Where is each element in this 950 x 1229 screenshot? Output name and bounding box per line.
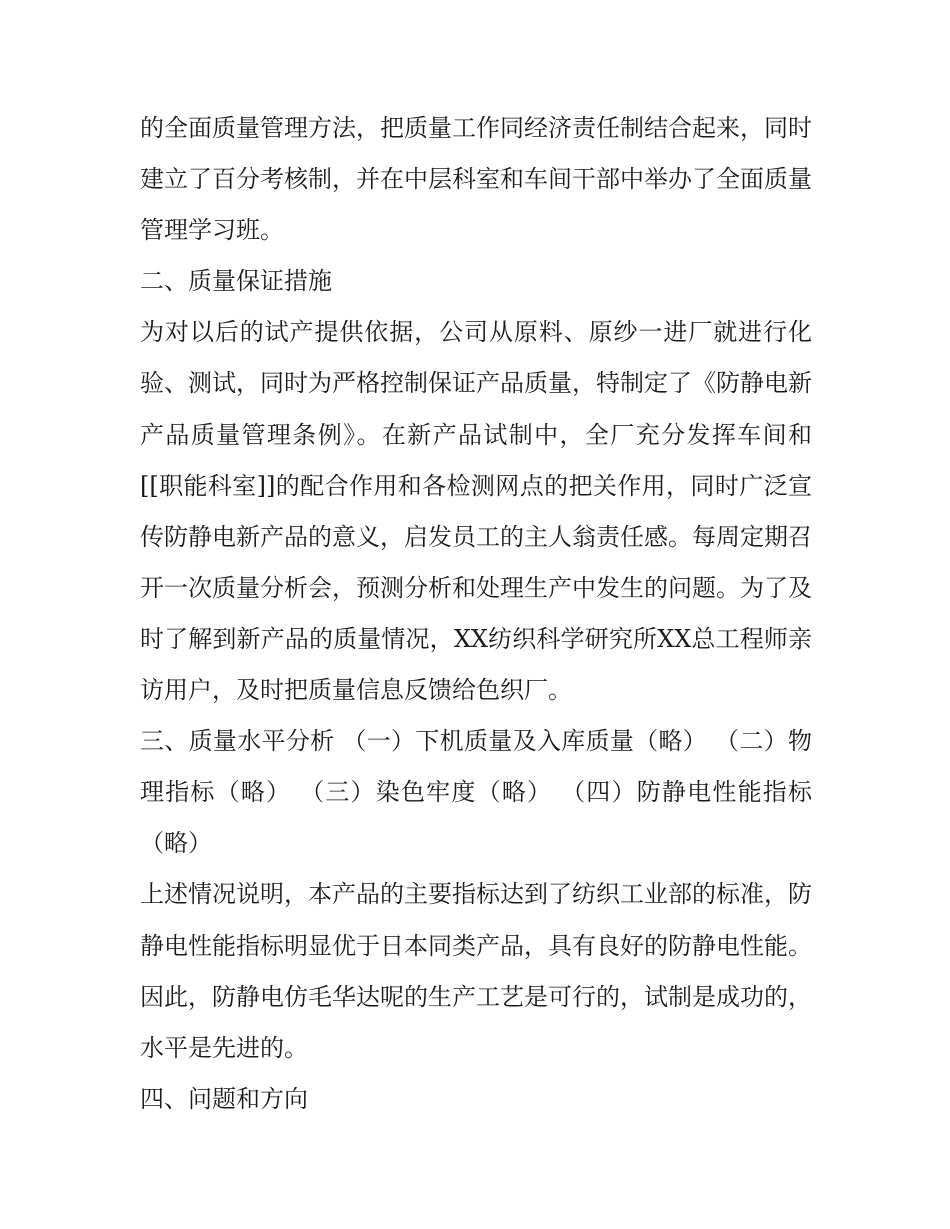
paragraph-quality-level-analysis: 三、质量水平分析 （一）下机质量及入库质量（略） （二）物理指标（略） （三）染色牢度（略） （四）防静电性能指标（略）	[140, 727, 812, 858]
paragraph-conclusion: 上述情况说明，本产品的主要指标达到了纺织工业部的标准，防静电性能指标明显优于日本同类产品，具有良好的防静电性能。因此，防静电仿毛华达呢的生产工艺是可行的，试制是成功的，水平是先进的。	[140, 880, 812, 1062]
heading-problems-direction: 四、问题和方向	[140, 1084, 308, 1113]
document-body	[140, 103, 812, 1125]
heading-quality-assurance: 二、质量保证措施	[140, 267, 332, 296]
paragraph-quality-measures: 为对以后的试产提供依据，公司从原料、原纱一进厂就进行化验、测试，同时为严格控制保证产品质量，特制定了《防静电新产品质量管理条例》。在新产品试制中，全厂充分发挥车间和[[职能科室]]的配合作用和各检测网点的把关作用，同时广泛宣传防静电新产品的意义，启发员工的主人翁责任感。每周定期召开一次质量分析会，预测分析和处理生产中发生的问题。为了及时了解到新产品的质量情况，XX纺织科学研究所XX总工程师亲访用户，及时把质量信息反馈给色织厂。	[140, 318, 812, 705]
paragraph-quality-method: 的全面质量管理方法，把质量工作同经济责任制结合起来，同时建立了百分考核制，并在中层科室和车间干部中举办了全面质量管理学习班。	[140, 114, 812, 245]
